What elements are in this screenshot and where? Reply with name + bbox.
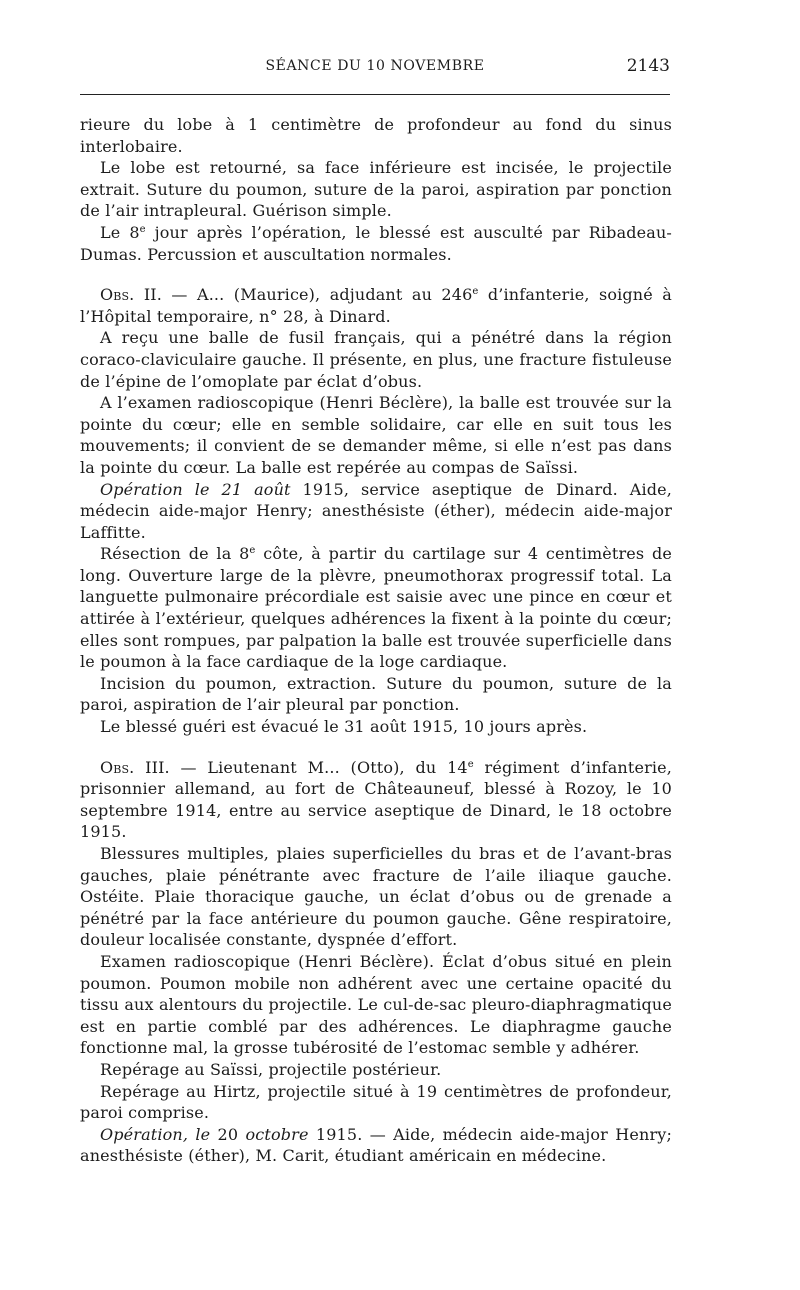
text-span: — A... (Maurice), adjudant au 246 [162,285,473,305]
superscript: e [249,545,256,557]
obs2-paragraph-7: Le blessé guéri est évacué le 31 août 1915, 10 jours après. [100,717,588,737]
text-span: côte, à partir du cartilage sur 4 centimètres de long. Ouverture large de la plèvre, pneumothorax progressif total. La languette pulmonaire précordiale est saisie avec une pince en cœur et attirée à l’extérieur, quelques adhérences la fixent à la pointe du cœur; elles sont rompues, par palpation la balle est trouvée superficielle dans le poumon à la face cardiaque de la loge cardiaque. [80,544,672,672]
text-span: 1915, service aseptique de Dinard. Aide, médecin aide-major Henry; anesthésiste (éther), médecin aide-major Laffitte. [80,479,672,542]
italic-text: octobre [245,1124,309,1144]
obs1-paragraph-2: Le lobe est retourné, sa face inférieure est incisée, le projectile extrait. Suture du poumon, suture de la paroi, aspiration par ponction de l’air intrapleural. Guérison simple. [80,158,672,221]
italic-text: Opération le 21 août [100,479,291,499]
text-span: Résection de la 8 [100,544,250,564]
text-span: 1915. — Aide, médecin aide-major Henry; anesthésiste (éther), M. Carit, étudiant américain en médecine. [80,1124,672,1166]
text-span: 20 [210,1124,246,1144]
obs3-paragraph-5: Repérage au Hirtz, projectile situé à 19 centimètres de profondeur, paroi comprise. [80,1081,672,1123]
page-header [80,58,670,88]
superscript: e [467,758,474,770]
header-rule [80,94,670,95]
obs3-label: Obs. III. [100,757,170,777]
obs3-paragraph-4: Repérage au Saïssi, projectile postérieur. [100,1059,442,1079]
obs1-paragraph-1: rieure du lobe à 1 centimètre de profondeur au fond du sinus interlobaire. [80,115,672,156]
body-text [80,114,672,1167]
text-span: jour après l’opération, le blessé est ausculté par Ribadeau-Dumas. Percussion et auscultation normales. [80,222,672,264]
obs2-paragraph-3: A l’examen radioscopique (Henri Béclère), la balle est trouvée sur la pointe du cœur; elle en semble solidaire, car elle en suit tous les mouvements; il convient de se demander même, si elle n’est pas dans la pointe du cœur. La balle est repérée au compas de Saïssi. [80,393,672,477]
obs1-paragraph-3 [80,222,672,265]
obs2-paragraph-1 [80,284,672,327]
obs3-paragraph-3: Examen radioscopique (Henri Béclère). Éclat d’obus situé en plein poumon. Poumon mobile non adhérent avec une certaine opacité du tissu aux alentours du projectile. Le cul-de-sac pleuro-diaphragmatique est en partie comblé par des adhérences. Le diaphragme gauche fonctionne mal, la grosse tubérosité de l’estomac semble y adhérer. [80,951,672,1058]
obs3-paragraph-1 [80,757,672,843]
text-span: — Lieutenant M... (Otto), du 14 [169,757,468,777]
obs2-paragraph-6: Incision du poumon, extraction. Suture du poumon, suture de la paroi, aspiration de l’air pleural par ponction. [80,673,672,715]
text-span: régiment d’infanterie, prisonnier allemand, au fort de Châteauneuf, blessé à Rozoy, le 10 septembre 1914, entre au service aseptique de Dinard, le 18 octobre 1915. [80,757,672,842]
italic-text: Opération, le [100,1124,211,1144]
obs2-paragraph-2: A reçu une balle de fusil français, qui a pénétré dans la région coraco-claviculaire gauche. Il présente, en plus, une fracture fistuleuse de l’épine de l’omoplate par éclat d’obus. [80,328,672,391]
obs2-paragraph-5 [80,543,672,673]
page-number: 2143 [626,56,670,76]
superscript: e [139,223,146,235]
superscript: e [472,286,479,298]
obs2-paragraph-4 [80,479,672,544]
obs3-paragraph-2: Blessures multiples, plaies superficielles du bras et de l’avant-bras gauches, plaie pénétrante avec fracture de l’aile iliaque gauche. Ostéite. Plaie thoracique gauche, un éclat d’obus ou de grenade a pénétré par la face antérieure du poumon gauche. Gêne respiratoire, douleur localisée constante, dyspnée d’effort. [80,844,672,950]
obs2-label: Obs. II. [100,285,163,305]
obs3-paragraph-6 [80,1124,672,1167]
text-span: Le 8 [100,222,140,242]
running-title: SÉANCE DU 10 NOVEMBRE [265,58,485,74]
text-span: d’infanterie, soigné à l’Hôpital temporaire, n° 28, à Dinard. [80,285,672,326]
